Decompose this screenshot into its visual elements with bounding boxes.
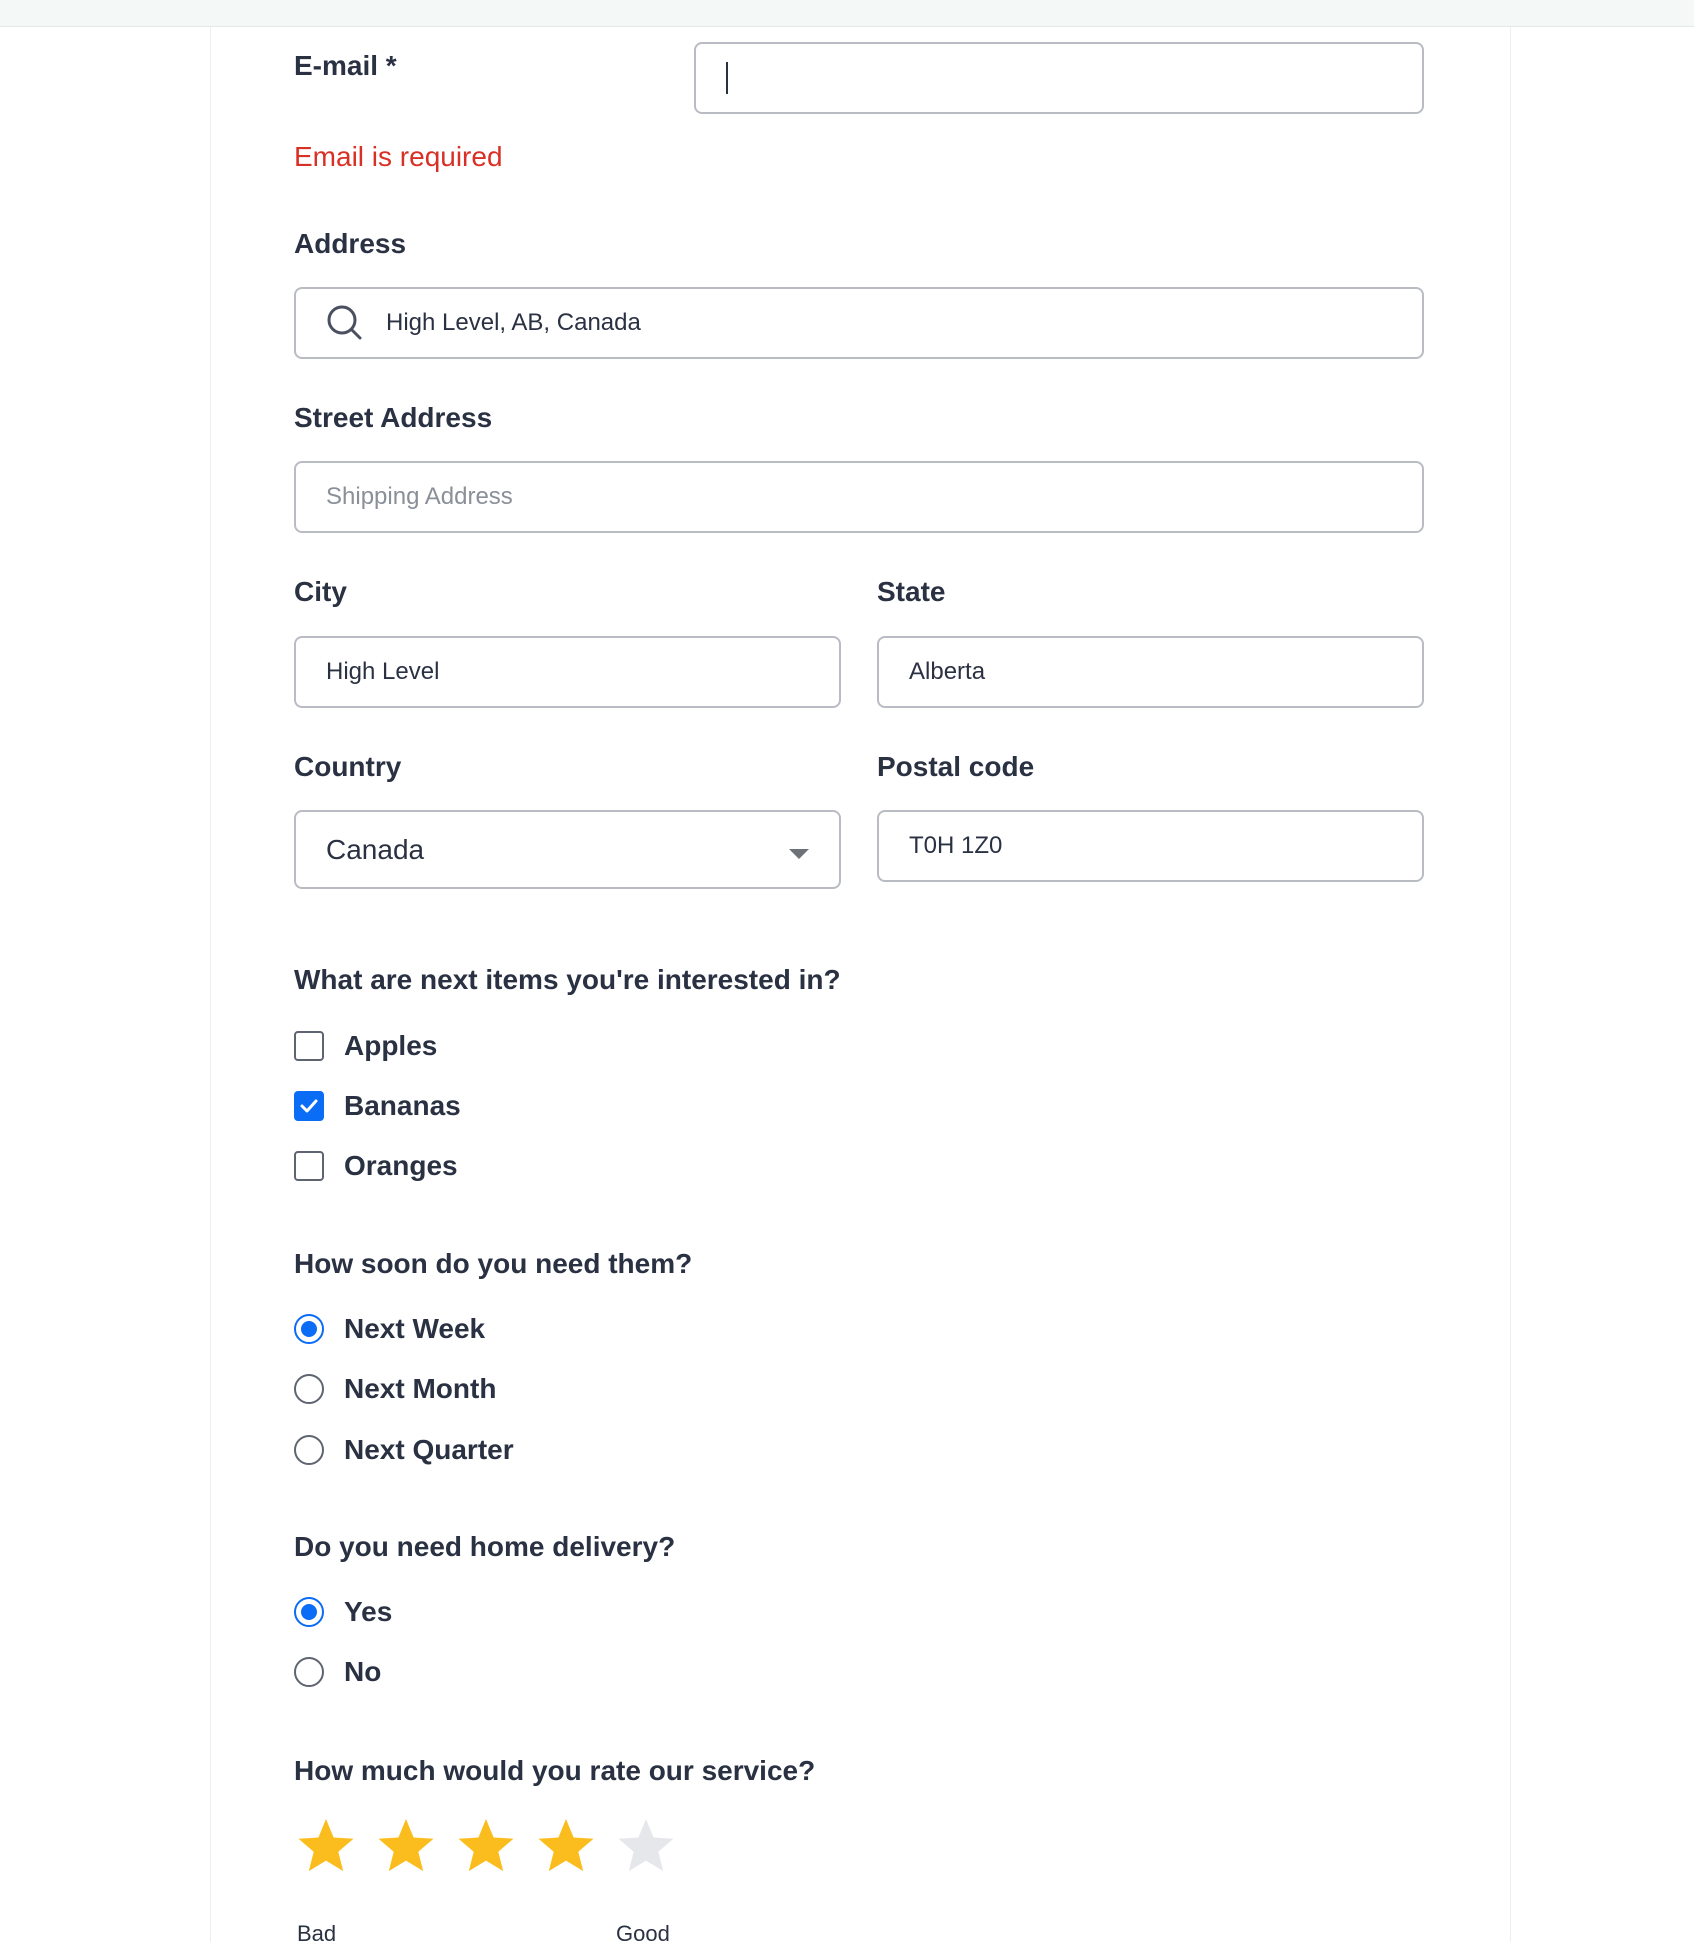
radio-label: Next Quarter bbox=[344, 1434, 514, 1465]
star-icon[interactable] bbox=[615, 1816, 677, 1878]
address-search-input[interactable] bbox=[294, 287, 1424, 359]
timing-question: How soon do you need them? bbox=[294, 1248, 693, 1279]
checkbox-option-bananas[interactable] bbox=[294, 1090, 461, 1122]
star-icon[interactable] bbox=[455, 1816, 517, 1878]
radio-option-next-month[interactable] bbox=[294, 1373, 496, 1405]
checkbox[interactable] bbox=[294, 1031, 324, 1061]
street-address-field[interactable] bbox=[294, 461, 1424, 533]
street-address-label: Street Address bbox=[294, 402, 493, 433]
top-bar bbox=[0, 0, 1694, 27]
radio-option-yes[interactable] bbox=[294, 1596, 392, 1628]
radio-label: Next Week bbox=[344, 1313, 486, 1344]
delivery-question: Do you need home delivery? bbox=[294, 1531, 676, 1562]
checkmark-icon bbox=[298, 1095, 320, 1117]
city-label: City bbox=[294, 576, 347, 607]
radio-button[interactable] bbox=[294, 1374, 324, 1404]
checkbox-option-apples[interactable] bbox=[294, 1030, 437, 1062]
radio-button[interactable] bbox=[294, 1657, 324, 1687]
radio-button[interactable] bbox=[294, 1597, 324, 1627]
checkbox-option-oranges[interactable] bbox=[294, 1150, 458, 1182]
email-label: E-mail * bbox=[294, 50, 397, 81]
radio-option-next-week[interactable] bbox=[294, 1313, 485, 1345]
checkbox[interactable] bbox=[294, 1091, 324, 1121]
star-icon[interactable] bbox=[535, 1816, 597, 1878]
country-select[interactable] bbox=[294, 810, 841, 889]
street-address-placeholder: Shipping Address bbox=[326, 483, 513, 510]
radio-option-next-quarter[interactable] bbox=[294, 1434, 514, 1466]
country-value: Canada bbox=[326, 833, 425, 865]
postal-code-value: T0H 1Z0 bbox=[909, 832, 1003, 859]
city-value: High Level bbox=[326, 658, 440, 685]
postal-code-label: Postal code bbox=[877, 751, 1035, 782]
rating-question: How much would you rate our service? bbox=[294, 1755, 816, 1786]
state-field[interactable] bbox=[877, 636, 1424, 708]
radio-dot bbox=[301, 1321, 317, 1337]
checkbox[interactable] bbox=[294, 1151, 324, 1181]
checkbox-label: Bananas bbox=[344, 1090, 461, 1121]
postal-code-field[interactable] bbox=[877, 810, 1424, 882]
city-field[interactable] bbox=[294, 636, 841, 708]
address-label: Address bbox=[294, 228, 407, 259]
radio-label: No bbox=[344, 1656, 382, 1687]
rating-low-label: Bad bbox=[297, 1921, 337, 1942]
radio-button[interactable] bbox=[294, 1435, 324, 1465]
email-field[interactable] bbox=[694, 42, 1424, 114]
radio-label: Yes bbox=[344, 1596, 393, 1627]
checkbox-label: Apples bbox=[344, 1030, 438, 1061]
radio-option-no[interactable] bbox=[294, 1656, 381, 1688]
email-error: Email is required bbox=[294, 141, 503, 172]
chevron-down-icon bbox=[789, 849, 809, 859]
radio-dot bbox=[301, 1604, 317, 1620]
radio-button[interactable] bbox=[294, 1314, 324, 1344]
radio-label: Next Month bbox=[344, 1373, 497, 1404]
star-icon[interactable] bbox=[375, 1816, 437, 1878]
interests-question: What are next items you're interested in? bbox=[294, 964, 841, 995]
country-label: Country bbox=[294, 751, 402, 782]
checkbox-label: Oranges bbox=[344, 1150, 458, 1181]
state-label: State bbox=[877, 576, 946, 607]
state-value: Alberta bbox=[909, 658, 986, 685]
rating-high-label: Good bbox=[616, 1921, 670, 1942]
address-value: High Level, AB, Canada bbox=[386, 309, 641, 336]
text-caret bbox=[726, 62, 728, 94]
star-icon[interactable] bbox=[295, 1816, 357, 1878]
search-icon bbox=[326, 304, 364, 342]
